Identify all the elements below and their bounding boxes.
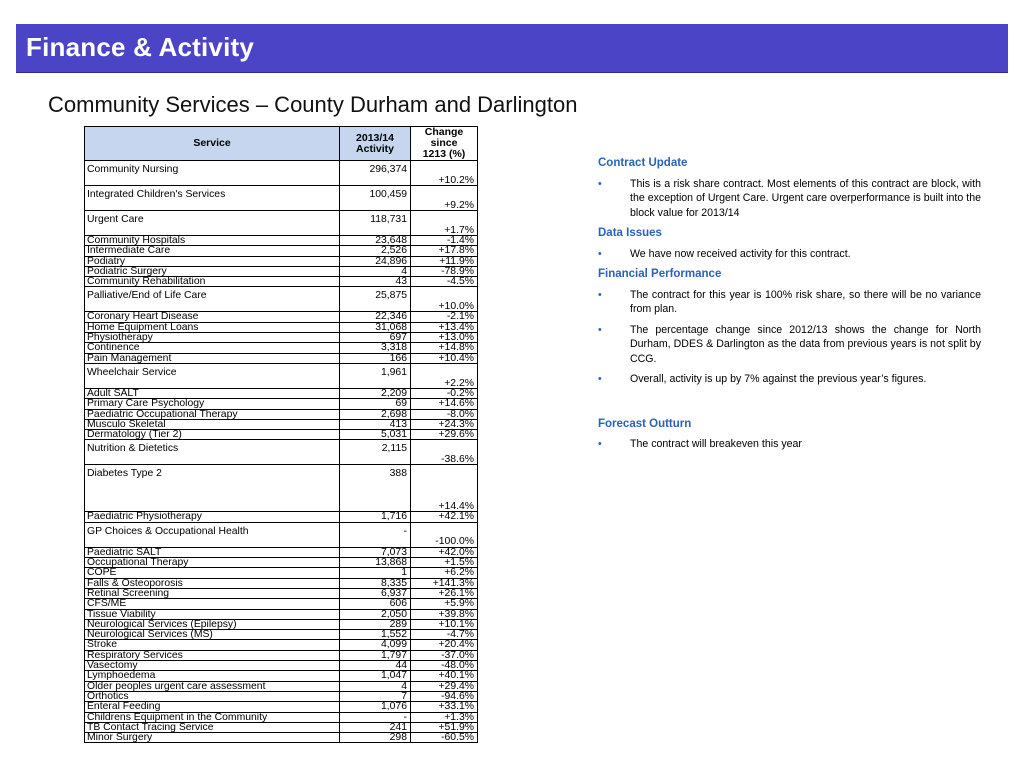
change-cell: -94.6% [411, 691, 478, 701]
bullet-text: Overall, activity is up by 7% against the previous year’s figures. [630, 373, 927, 385]
change-cell: +141.3% [411, 578, 478, 588]
service-cell: COPE [85, 568, 340, 578]
page-subtitle: Community Services – County Durham and Darlington [48, 92, 578, 117]
activity-cell: 166 [340, 353, 411, 363]
activity-cell: 13,868 [340, 558, 411, 568]
activity-cell: 2,209 [340, 388, 411, 398]
activity-cell: 3,318 [340, 343, 411, 353]
service-cell: Urgent Care [85, 211, 340, 236]
activity-cell: 44 [340, 661, 411, 671]
header-change [411, 127, 478, 161]
table-row [85, 681, 478, 691]
change-cell: +10.1% [411, 619, 478, 629]
service-cell: Childrens Equipment in the Community [85, 712, 340, 722]
services-table-container [84, 126, 477, 743]
table-row [85, 558, 478, 568]
table-row [85, 333, 478, 343]
change-cell: -48.0% [411, 661, 478, 671]
change-cell: +14.6% [411, 399, 478, 409]
activity-cell: 697 [340, 333, 411, 343]
service-cell: TB Contact Tracing Service [85, 722, 340, 732]
table-row [85, 722, 478, 732]
bullet-text: The contract for this year is 100% risk share, so there will be no variance from plan. [630, 288, 981, 315]
service-cell: Community Rehabilitation [85, 277, 340, 287]
table-row [85, 211, 478, 236]
change-cell: +10.0% [411, 287, 478, 312]
activity-cell: 1 [340, 568, 411, 578]
change-cell: +40.1% [411, 671, 478, 681]
change-cell: -4.5% [411, 277, 478, 287]
change-cell: +10.2% [411, 161, 478, 186]
section-heading: Contract Update [598, 157, 688, 169]
bullet-item [598, 177, 981, 221]
bullet-text: The contract will breakeven this year [630, 438, 802, 450]
activity-cell: 1,076 [340, 702, 411, 712]
bullet-text: We have now received activity for this contract. [630, 247, 851, 260]
service-cell: Paediatric Physiotherapy [85, 512, 340, 522]
change-cell: -100.0% [411, 522, 478, 547]
service-cell: Musculo Skeletal [85, 419, 340, 429]
activity-cell: 25,875 [340, 287, 411, 312]
table-row [85, 186, 478, 211]
table-row [85, 712, 478, 722]
table-row [85, 661, 478, 671]
service-cell: Palliative/End of Life Care [85, 287, 340, 312]
activity-cell: 1,047 [340, 671, 411, 681]
service-cell: Diabetes Type 2 [85, 465, 340, 512]
bullet-icon: • [598, 288, 602, 301]
activity-cell: 8,335 [340, 578, 411, 588]
bullet-icon: • [598, 323, 602, 336]
change-cell: +5.9% [411, 599, 478, 609]
change-cell: +42.1% [411, 512, 478, 522]
service-cell: CFS/ME [85, 599, 340, 609]
activity-cell: 413 [340, 419, 411, 429]
header-change-line2: since [430, 137, 458, 149]
header-change-line3: 1213 (%) [422, 148, 466, 160]
service-cell: Podiatric Surgery [85, 266, 340, 276]
table-row [85, 630, 478, 640]
table-row [85, 343, 478, 353]
activity-cell: 43 [340, 277, 411, 287]
change-cell: -1.4% [411, 236, 478, 246]
table-row [85, 588, 478, 598]
service-cell: Stroke [85, 640, 340, 650]
activity-cell: 298 [340, 733, 411, 743]
table-row [85, 277, 478, 287]
section-heading: Financial Performance [598, 268, 722, 280]
activity-cell: 118,731 [340, 211, 411, 236]
table-row [85, 640, 478, 650]
change-cell: -8.0% [411, 409, 478, 419]
change-cell: +1.3% [411, 712, 478, 722]
table-row [85, 609, 478, 619]
change-cell: +14.8% [411, 343, 478, 353]
table-row [85, 619, 478, 629]
table-row [85, 691, 478, 701]
activity-cell: 100,459 [340, 186, 411, 211]
activity-cell: 4 [340, 681, 411, 691]
change-cell: +42.0% [411, 547, 478, 557]
activity-cell: 388 [340, 465, 411, 512]
service-cell: Paediatric SALT [85, 547, 340, 557]
service-cell: Minor Surgery [85, 733, 340, 743]
title-banner [16, 24, 1008, 73]
change-cell: +17.8% [411, 246, 478, 256]
service-cell: Intermediate Care [85, 246, 340, 256]
change-cell: -4.7% [411, 630, 478, 640]
page-title: Finance & Activity [26, 32, 255, 62]
change-cell: +29.6% [411, 430, 478, 440]
change-cell: +14.4% [411, 465, 478, 512]
service-cell: Older peoples urgent care assessment [85, 681, 340, 691]
table-row [85, 363, 478, 388]
service-cell: Neurological Services (Epilepsy) [85, 619, 340, 629]
table-row [85, 568, 478, 578]
bullet-icon: • [598, 177, 602, 190]
change-cell: +11.9% [411, 256, 478, 266]
service-cell: Falls & Osteoporosis [85, 578, 340, 588]
change-cell: +26.1% [411, 588, 478, 598]
activity-cell: - [340, 712, 411, 722]
header-service [85, 127, 340, 161]
service-cell: Enteral Feeding [85, 702, 340, 712]
change-cell: +29.4% [411, 681, 478, 691]
table-row [85, 287, 478, 312]
table-row [85, 266, 478, 276]
activity-cell: 1,552 [340, 630, 411, 640]
activity-cell: 241 [340, 722, 411, 732]
activity-cell: 7,073 [340, 547, 411, 557]
bullet-item [598, 372, 981, 387]
bullet-item [598, 437, 981, 452]
change-cell: -2.1% [411, 312, 478, 322]
change-cell: +39.8% [411, 609, 478, 619]
service-cell: GP Choices & Occupational Health [85, 522, 340, 547]
table-row [85, 599, 478, 609]
header-activity [340, 127, 411, 161]
table-row [85, 547, 478, 557]
service-cell: Retinal Screening [85, 588, 340, 598]
commentary-panel [598, 156, 981, 458]
service-cell: Neurological Services (MS) [85, 630, 340, 640]
table-row [85, 671, 478, 681]
change-cell: +24.3% [411, 419, 478, 429]
bullet-item [598, 247, 981, 262]
table-row [85, 465, 478, 512]
table-row [85, 246, 478, 256]
change-cell: -38.6% [411, 440, 478, 465]
table-row [85, 312, 478, 322]
bullet-icon: • [598, 373, 602, 385]
header-service-label: Service [193, 136, 231, 149]
section-heading: Data Issues [598, 227, 662, 239]
table-row [85, 650, 478, 660]
activity-cell: 2,526 [340, 246, 411, 256]
activity-cell: 22,346 [340, 312, 411, 322]
table-row [85, 702, 478, 712]
change-cell: +1.5% [411, 558, 478, 568]
table-row [85, 430, 478, 440]
change-cell: +1.7% [411, 211, 478, 236]
service-cell: Primary Care Psychology [85, 399, 340, 409]
table-row [85, 399, 478, 409]
service-cell: Wheelchair Service [85, 363, 340, 388]
service-cell: Community Nursing [85, 161, 340, 186]
bullet-icon: • [598, 438, 602, 450]
service-cell: Paediatric Occupational Therapy [85, 409, 340, 419]
service-cell: Adult SALT [85, 388, 340, 398]
change-cell: -60.5% [411, 733, 478, 743]
change-cell: -78.9% [411, 266, 478, 276]
table-row [85, 161, 478, 186]
table-row [85, 578, 478, 588]
service-cell: Continence [85, 343, 340, 353]
activity-cell: 1,961 [340, 363, 411, 388]
change-cell: +2.2% [411, 363, 478, 388]
change-cell: -37.0% [411, 650, 478, 660]
change-cell: -0.2% [411, 388, 478, 398]
table-row [85, 440, 478, 465]
activity-cell: 606 [340, 599, 411, 609]
service-cell: Community Hospitals [85, 236, 340, 246]
service-cell: Occupational Therapy [85, 558, 340, 568]
table-row [85, 409, 478, 419]
service-cell: Nutrition & Dietetics [85, 440, 340, 465]
activity-cell: 23,648 [340, 236, 411, 246]
activity-cell: 24,896 [340, 256, 411, 266]
service-cell: Physiotherapy [85, 333, 340, 343]
activity-cell: - [340, 522, 411, 547]
change-cell: +6.2% [411, 568, 478, 578]
change-cell: +13.0% [411, 333, 478, 343]
change-cell: +33.1% [411, 702, 478, 712]
service-cell: Home Equipment Loans [85, 322, 340, 332]
activity-cell: 289 [340, 619, 411, 629]
activity-cell: 296,374 [340, 161, 411, 186]
change-cell: +51.9% [411, 722, 478, 732]
activity-cell: 2,050 [340, 609, 411, 619]
change-cell: +9.2% [411, 186, 478, 211]
activity-cell: 1,797 [340, 650, 411, 660]
table-row [85, 512, 478, 522]
bullet-item [598, 288, 981, 317]
section-heading: Forecast Outturn [598, 417, 692, 430]
activity-cell: 4,099 [340, 640, 411, 650]
header-activity-line1: 2013/14 [356, 131, 394, 144]
service-cell: Vasectomy [85, 661, 340, 671]
table-body [85, 161, 478, 743]
change-cell: +13.4% [411, 322, 478, 332]
service-cell: Pain Management [85, 353, 340, 363]
table-row [85, 256, 478, 266]
change-cell: +20.4% [411, 640, 478, 650]
service-cell: Coronary Heart Disease [85, 312, 340, 322]
activity-cell: 2,698 [340, 409, 411, 419]
activity-cell: 5,031 [340, 430, 411, 440]
table-row [85, 236, 478, 246]
services-table [84, 126, 478, 743]
service-cell: Tissue Viability [85, 609, 340, 619]
bullet-item [598, 323, 981, 367]
table-row [85, 353, 478, 363]
activity-cell: 4 [340, 266, 411, 276]
table-row [85, 733, 478, 743]
table-row [85, 388, 478, 398]
header-activity-line2: Activity [356, 142, 394, 155]
table-row [85, 522, 478, 547]
activity-cell: 1,716 [340, 512, 411, 522]
table-header-row [85, 127, 478, 161]
bullet-icon: • [598, 247, 602, 260]
activity-cell: 69 [340, 399, 411, 409]
service-cell: Respiratory Services [85, 650, 340, 660]
service-cell: Dermatology (Tier 2) [85, 430, 340, 440]
bullet-text: The percentage change since 2012/13 shows the change for North Durham, DDES & Darlington as the data from previous years is not split by CCG. [630, 323, 981, 365]
header-change-line1: Change [424, 126, 464, 138]
bullet-text: This is a risk share contract. Most elements of this contract are block, with the exception of Urgent Care. Urgent care overperformance is built into the block value for 2013/14 [630, 177, 981, 219]
activity-cell: 2,115 [340, 440, 411, 465]
table-row [85, 419, 478, 429]
change-cell: +10.4% [411, 353, 478, 363]
table-row [85, 322, 478, 332]
activity-cell: 7 [340, 691, 411, 701]
activity-cell: 6,937 [340, 588, 411, 598]
service-cell: Orthotics [85, 691, 340, 701]
service-cell: Podiatry [85, 256, 340, 266]
service-cell: Integrated Children's Services [85, 186, 340, 211]
service-cell: Lymphoedema [85, 671, 340, 681]
activity-cell: 31,068 [340, 322, 411, 332]
